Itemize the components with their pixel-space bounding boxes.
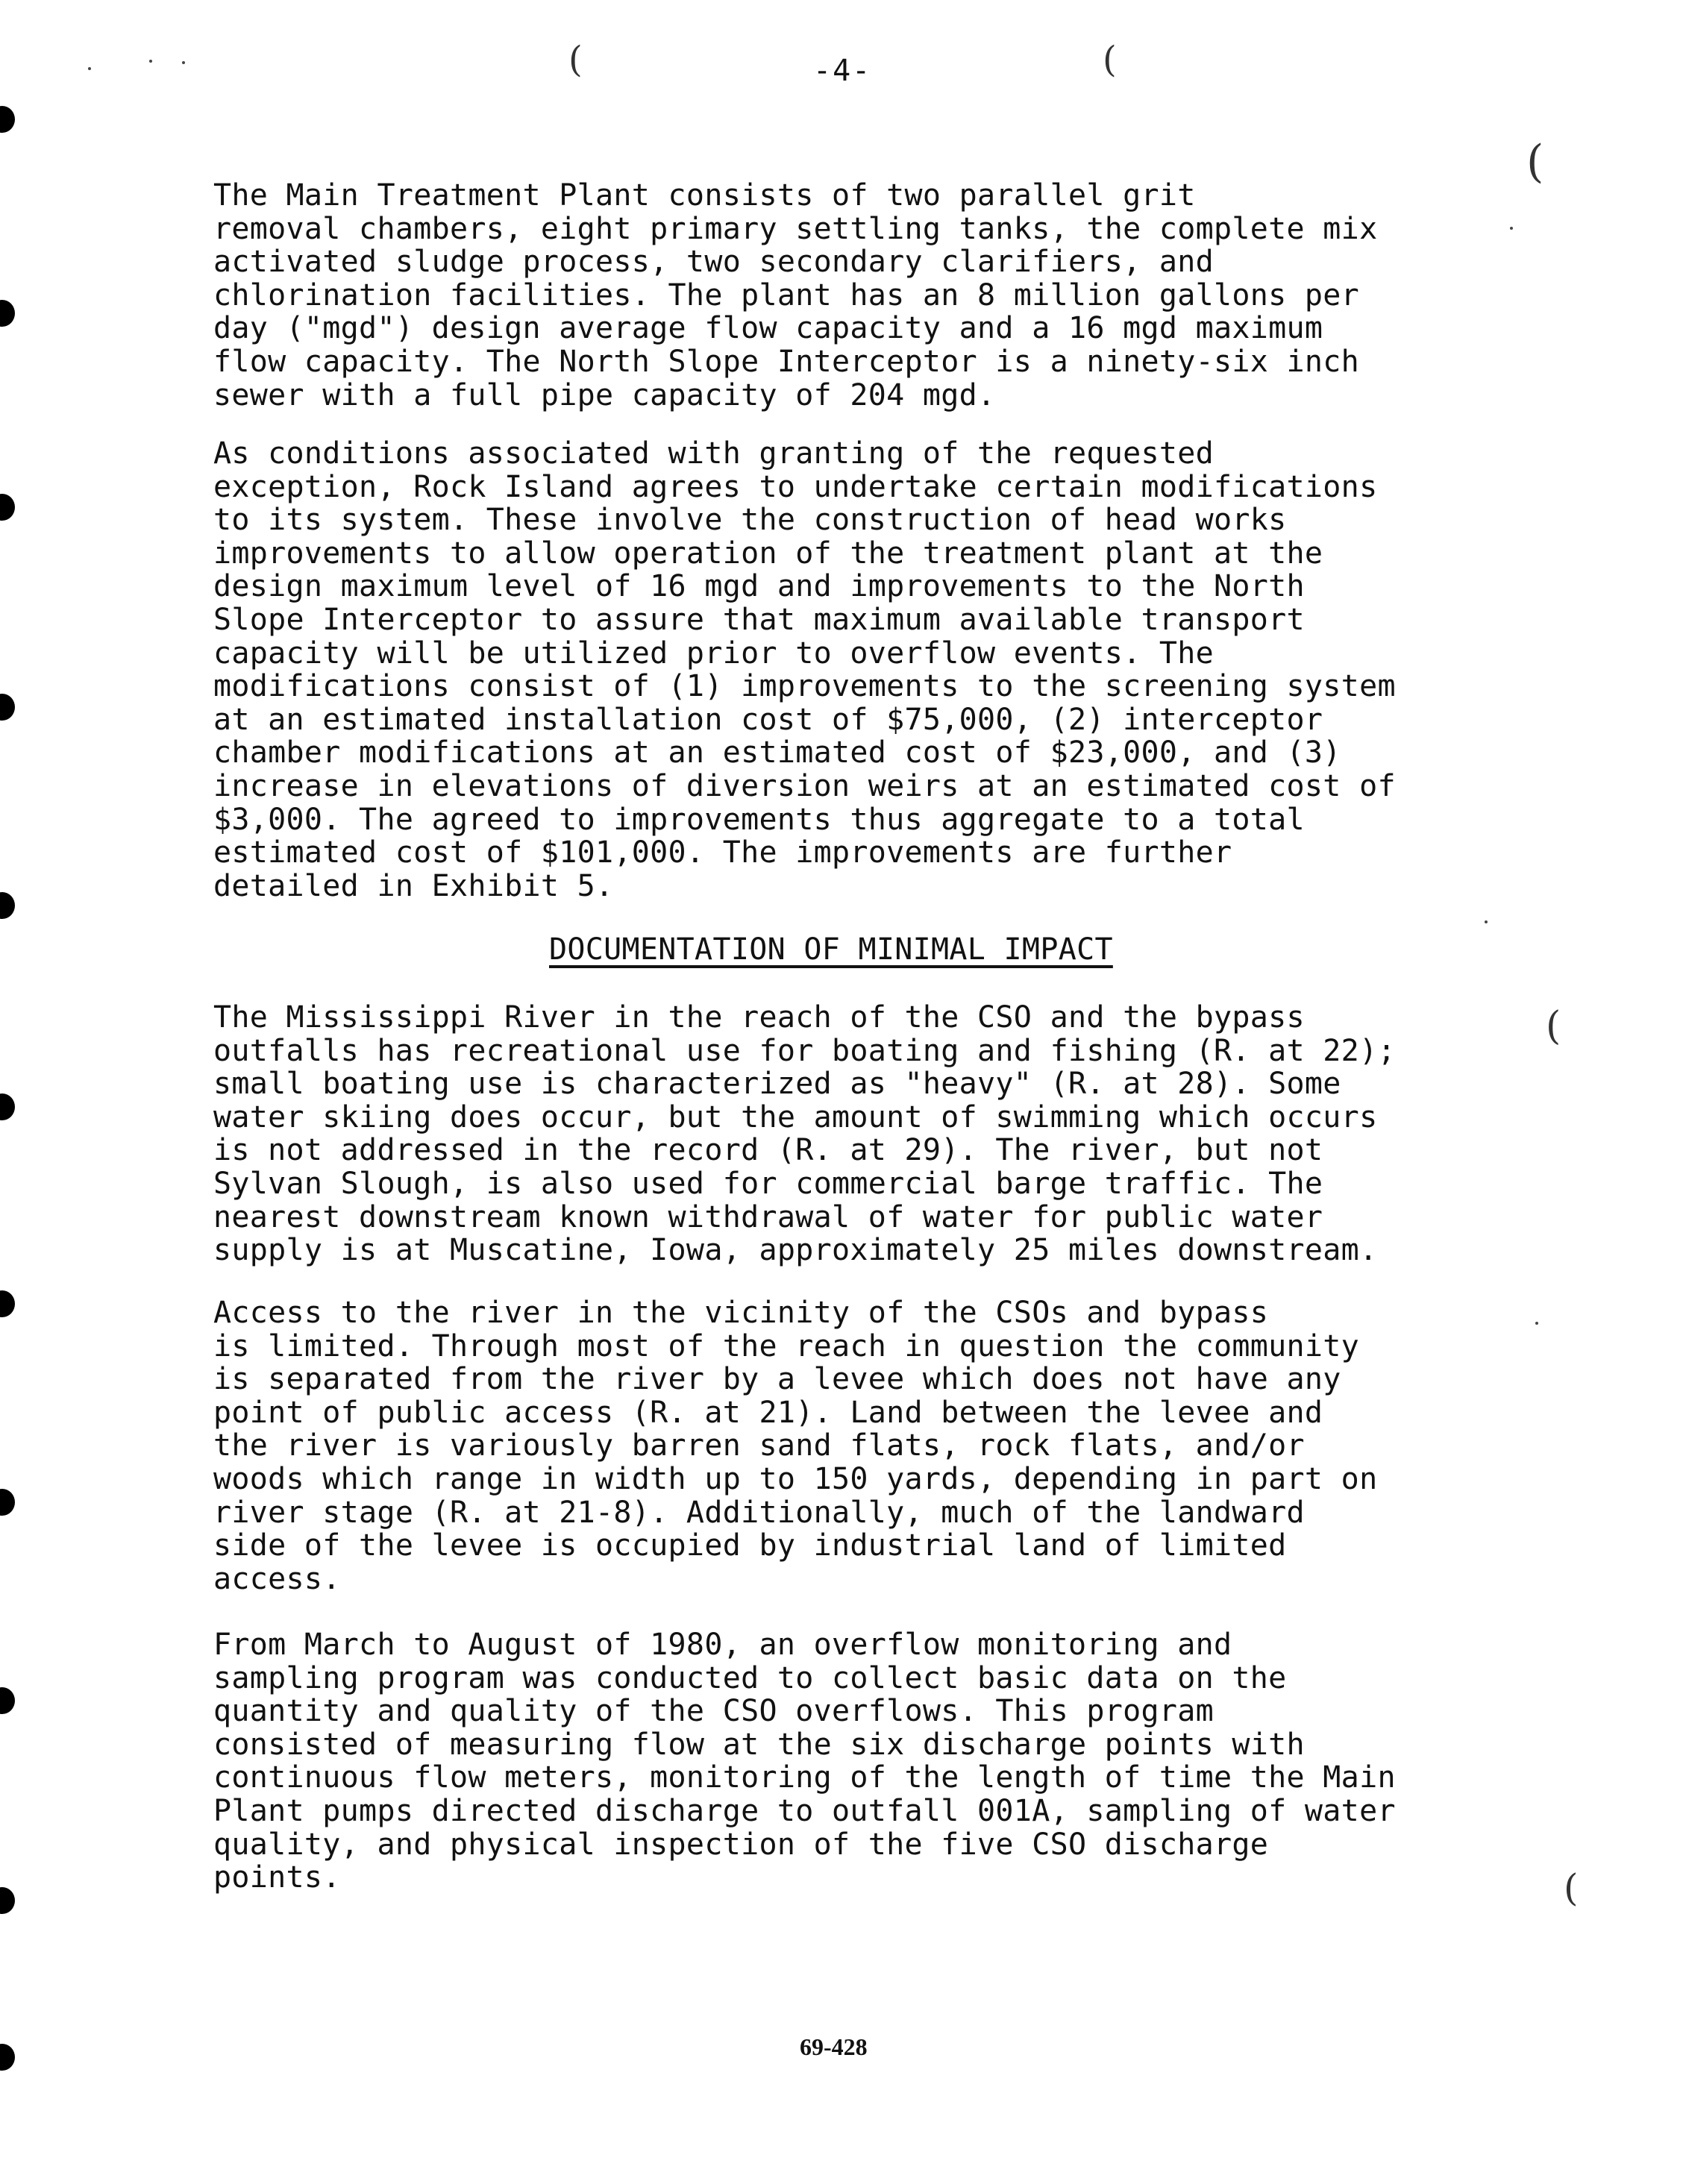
paragraph-monitoring-program: From March to August of 1980, an overflow monitoring and sampling program was conducted to collect basic data on the quantity and quality of the CSO overflows. This program consisted of measuring flow at the six discharge points with continuous flow meters, monitoring of the length of time the Main Plant pumps directed discharge to outfall 001A, sampling of water quality, and physical inspection of the five CSO discharge points.	[213, 1628, 1396, 1895]
scan-speck-1	[88, 67, 91, 70]
punch-hole-1	[0, 106, 15, 133]
scan-speck-4	[1510, 227, 1513, 230]
footer-document-number: 69-428	[800, 2033, 868, 2060]
scan-mark-4: (	[1546, 1004, 1561, 1049]
punch-hole-4	[0, 694, 15, 721]
section-heading: DOCUMENTATION OF MINIMAL IMPACT	[549, 932, 1113, 967]
scan-speck-2	[149, 60, 152, 63]
scan-mark-2: (	[1103, 39, 1117, 81]
punch-hole-11	[0, 2044, 15, 2071]
punch-hole-10	[0, 1887, 15, 1914]
punch-hole-5	[0, 892, 15, 919]
paragraph-main-treatment-plant: The Main Treatment Plant consists of two parallel grit removal chambers, eight primary settling tanks, the complete mix activated sludge process, two secondary clarifiers, and chlorination facilities. The plant has an 8 million gallons per day ("mgd") design average flow capacity and a 16 mgd maximum flow capacity. The North Slope Interceptor is a ninety-six inch sewer with a full pipe capacity of 204 mgd.	[213, 178, 1378, 412]
paragraph-conditions: As conditions associated with granting of the requested exception, Rock Island agrees to undertake certain modifications to its system. These involve the construction of head works improvements to allow operation of the treatment plant at the design maximum level of 16 mgd and improvements to the North Slope Interceptor to assure that maximum available transport capacity will be utilized prior to overflow events. The modifications consist of (1) improvements to the screening system at an estimated installation cost of $75,000, (2) interceptor chamber modifications at an estimated cost of $23,000, and (3) increase in elevations of diversion weirs at an estimated cost of $3,000. The agreed to improvements thus aggregate to a total estimated cost of $101,000. The improvements are further detailed in Exhibit 5.	[213, 436, 1396, 903]
page-number: -4-	[813, 54, 872, 88]
scan-speck-3	[182, 61, 185, 64]
scan-mark-5: (	[1564, 1866, 1579, 1910]
scan-speck-6	[1535, 1322, 1538, 1325]
scan-mark-3: (	[1526, 136, 1544, 188]
paragraph-mississippi-river: The Mississippi River in the reach of the CSO and the bypass outfalls has recreational use for boating and fishing (R. at 22); small boating use is characterized as "heavy" (R. at 28). Some water skiing does occur, but the amount of swimming which occurs is not addressed in the record (R. at 29). The river, but not Sylvan Slough, is also used for commercial barge traffic. The nearest downstream known withdrawal of water for public water supply is at Muscatine, Iowa, approximately 25 miles downstream.	[213, 1000, 1396, 1268]
punch-hole-3	[0, 494, 15, 521]
paragraph-access: Access to the river in the vicinity of the CSOs and bypass is limited. Through most of the reach in question the community is separated from the river by a levee which does not have any point of public access (R. at 21). Land between the levee and the river is variously barren sand flats, rock flats, and/or woods which range in width up to 150 yards, depending in part on river stage (R. at 21-8). Additionally, much of the landward side of the levee is occupied by industrial land of limited access.	[213, 1296, 1378, 1596]
punch-hole-6	[0, 1093, 15, 1120]
punch-hole-8	[0, 1489, 15, 1516]
scan-speck-5	[1485, 920, 1488, 923]
scan-mark-1: (	[568, 39, 583, 81]
punch-hole-9	[0, 1687, 15, 1714]
punch-hole-7	[0, 1290, 15, 1317]
punch-hole-2	[0, 300, 15, 327]
